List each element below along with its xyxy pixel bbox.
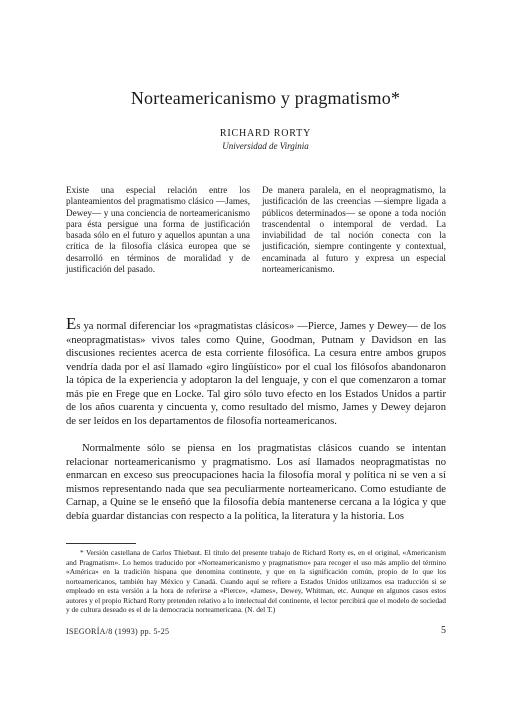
- article-title: Norteamericanismo y pragmatismo*: [130, 88, 401, 108]
- page-number: 5: [441, 625, 446, 636]
- author-name: RICHARD RORTY: [219, 128, 312, 139]
- body-paragraph-1: [66, 314, 446, 428]
- abstract-right-column: De manera paralela, en el neopragmatismo, la justificación de las creencias —siempre ligada a públicos determinados— se opone a toda noción trascendental o intemporal de verdad. La inviabilidad de tal noción conecta con la justificación, siempre contingente y contextual, encaminada al futuro y expresa un especial norteamericanismo.: [262, 185, 446, 275]
- journal-citation: ISEGORÍA/8 (1993) pp. 5-25: [66, 627, 170, 636]
- drop-cap: E: [66, 314, 77, 333]
- author-affiliation: Universidad de Virginia: [222, 141, 309, 151]
- footnote: * Versión castellana de Carlos Thiebaut. El título del presente trabajo de Richard Rorty es, en el original, «Americanism and Pragmatism». Lo hemos traducido por «Norteamericanismo y pragmatismo» para recoger el uso más amplio del término «América» en la tradición hispana que denomina continente, y que en la significación común, propio de lo que los norteamericanos, también hay México y Canadá. Cuando aquí se refiere a Estados Unidos utilizamos esa traducción si se empleado en esta versión a la hora de referirse a «Pierce», «James», Dewey, Whitman, etc. Aunque en algunos casos estos autores y el propio Richard Rorty pretenden relativo a lo intelectual del continente, el lector percibirá que el modelo de sociedad y de cultura deseado es el de la democracia norteamericana. (N. del T.): [66, 548, 446, 614]
- abstract-left-column: Existe una especial relación entre los planteamientos del pragmatismo clásico —James, Dewey— y una conciencia de norteamericanismo para ésta persigue una forma de justificación basada sólo en el futuro y aquellos apuntan a una crítica de la filosofía clásica europea que se desarrolló en términos de moralidad y de justificación del pasado.: [66, 185, 250, 275]
- body-paragraph-1-text: s ya normal diferenciar los «pragmatistas clásicos» —Pierce, James y Dewey— de los «neopragmatistas» vivos tales como Quine, Goodman, Putnam y Davidson en las discusiones recientes acerca de esta corriente filosófica. La cesura entre ambos grupos vendría dada por el así llamado «giro lingüístico» por el cual los filósofos abandonaron la tópica de la experiencia y adoptaron la del lenguaje, y con el que comenzaron a tomar más pie en Frege que en Locke. Tal giro sólo tuvo efecto en los Estados Unidos a partir de los años cuarenta y cincuenta y, como resultado del mismo, James y Dewey dejaron de ser leídos en los departamentos de filosofía norteamericanos.: [66, 321, 446, 427]
- footnote-divider: [66, 543, 136, 544]
- body-paragraph-2: Normalmente sólo se piensa en los pragmatistas clásicos cuando se intentan relacionar norteamericanismo y pragmatismo. Los así llamados neopragmatistas no enmarcan en exceso sus preocupaciones hacia la filosofía moral y política ni se ven a sí mismos representando nada que sea peculiarmente norteamericano. Como estudiante de Carnap, a Quine se le enseñó que la filosofía debía mantenerse cercana a la lógica y que debía guardar distancias con respecto a la política, la literatura y la historia. Los: [66, 443, 446, 522]
